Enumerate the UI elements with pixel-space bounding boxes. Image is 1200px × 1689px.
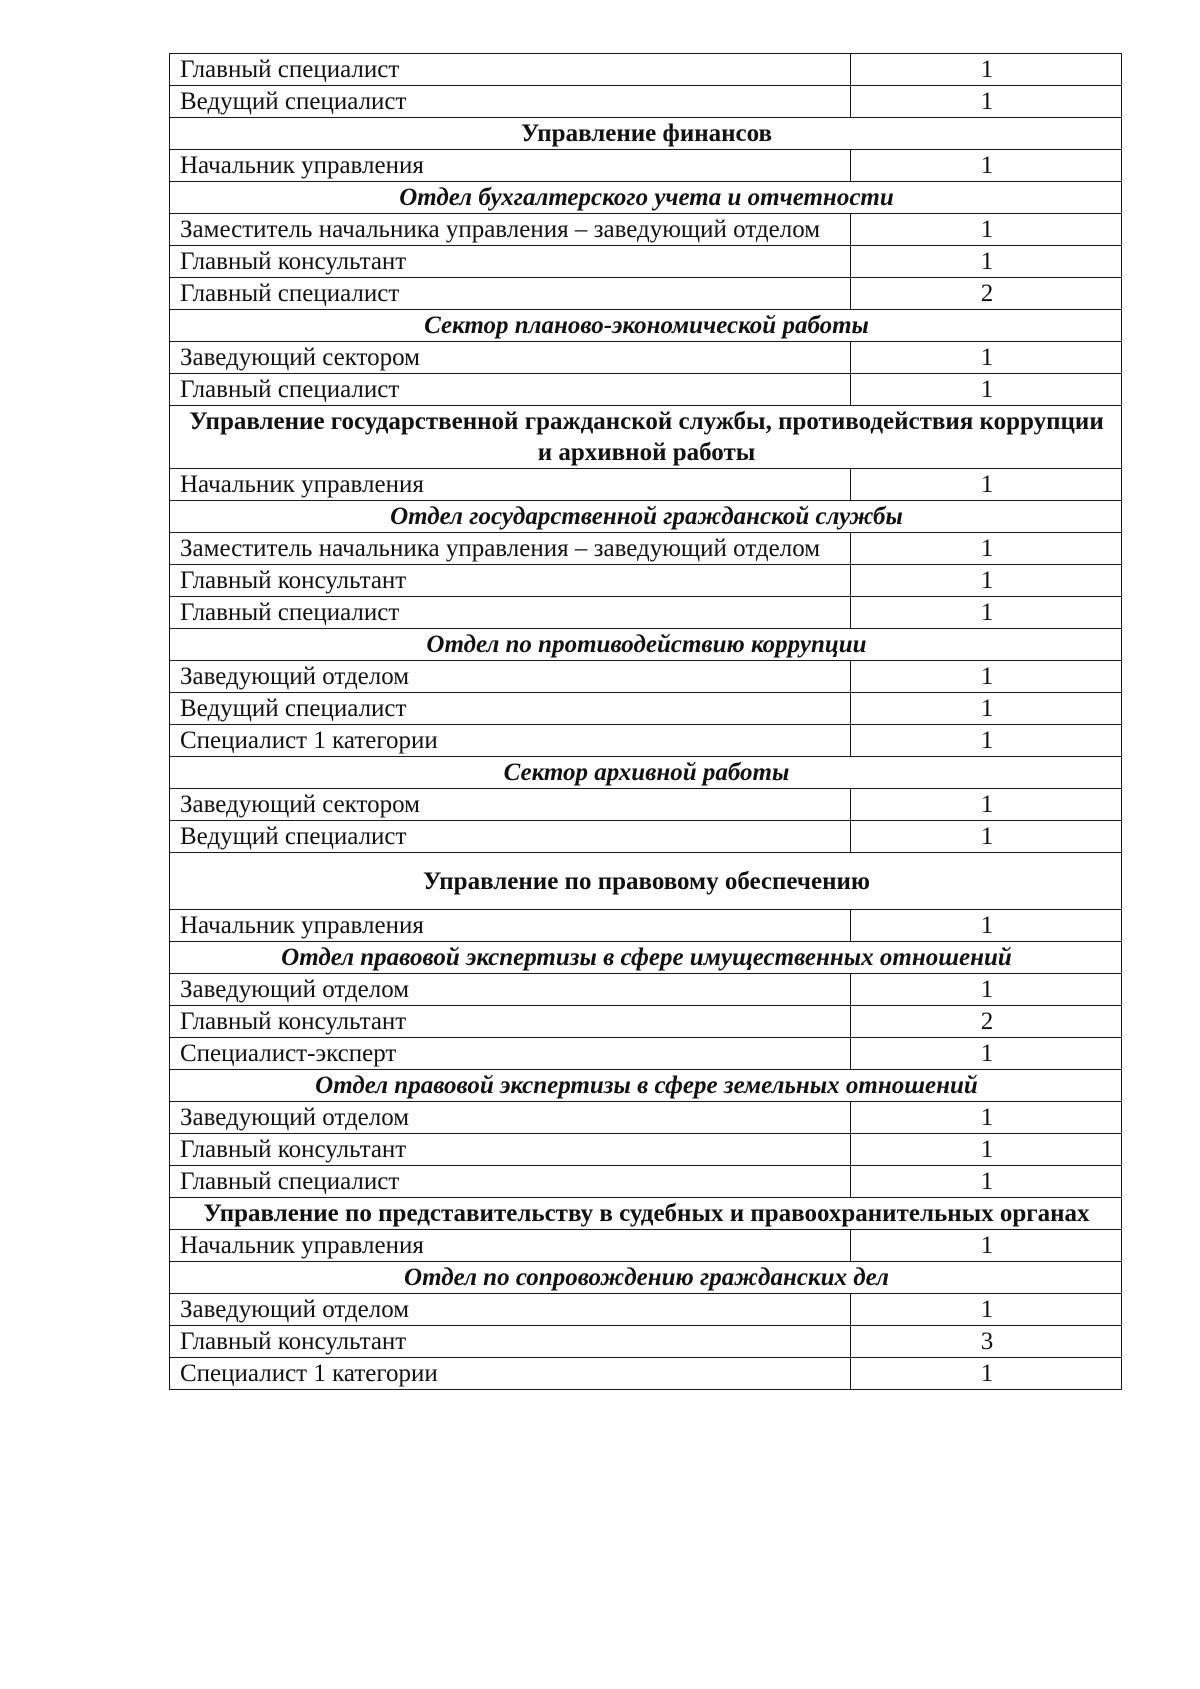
position-cell: Начальник управления	[170, 150, 851, 182]
count-cell: 1	[851, 1230, 1122, 1262]
position-cell: Начальник управления	[170, 910, 851, 942]
position-cell: Главный специалист	[170, 1166, 851, 1198]
count-cell: 2	[851, 1006, 1122, 1038]
staff-table	[169, 53, 1122, 1390]
count-cell: 1	[851, 725, 1122, 757]
count-cell: 1	[851, 974, 1122, 1006]
table-row	[170, 214, 1122, 246]
table-row	[170, 565, 1122, 597]
table-row	[170, 1038, 1122, 1070]
count-cell: 1	[851, 693, 1122, 725]
count-cell: 1	[851, 661, 1122, 693]
subsection-header-row	[170, 757, 1122, 789]
table-row	[170, 789, 1122, 821]
table-row	[170, 469, 1122, 501]
subsection-title: Сектор архивной работы	[170, 757, 1122, 789]
position-cell: Ведущий специалист	[170, 693, 851, 725]
table-row	[170, 86, 1122, 118]
subsection-title: Отдел бухгалтерского учета и отчетности	[170, 182, 1122, 214]
table-row	[170, 1358, 1122, 1390]
count-cell: 1	[851, 342, 1122, 374]
count-cell: 1	[851, 910, 1122, 942]
position-cell: Главный консультант	[170, 246, 851, 278]
count-cell: 1	[851, 789, 1122, 821]
position-cell: Главный консультант	[170, 1326, 851, 1358]
section-title: Управление по представительству в судебных и правоохранительных органах	[170, 1198, 1122, 1230]
subsection-title: Отдел государственной гражданской службы	[170, 501, 1122, 533]
table-row	[170, 374, 1122, 406]
table-row	[170, 725, 1122, 757]
position-cell: Заместитель начальника управления – заведующий отделом	[170, 533, 851, 565]
section-header-row	[170, 853, 1122, 910]
position-cell: Начальник управления	[170, 469, 851, 501]
table-row	[170, 342, 1122, 374]
count-cell: 1	[851, 54, 1122, 86]
count-cell: 1	[851, 246, 1122, 278]
position-cell: Главный специалист	[170, 374, 851, 406]
count-cell: 2	[851, 278, 1122, 310]
count-cell: 1	[851, 1102, 1122, 1134]
table-row	[170, 150, 1122, 182]
count-cell: 1	[851, 1038, 1122, 1070]
count-cell: 1	[851, 86, 1122, 118]
subsection-header-row	[170, 1070, 1122, 1102]
subsection-header-row	[170, 310, 1122, 342]
table-row	[170, 246, 1122, 278]
subsection-header-row	[170, 182, 1122, 214]
position-cell: Начальник управления	[170, 1230, 851, 1262]
count-cell: 1	[851, 1358, 1122, 1390]
count-cell: 1	[851, 214, 1122, 246]
position-cell: Заведующий отделом	[170, 974, 851, 1006]
count-cell: 1	[851, 565, 1122, 597]
subsection-title: Сектор планово-экономической работы	[170, 310, 1122, 342]
count-cell: 1	[851, 1134, 1122, 1166]
count-cell: 1	[851, 374, 1122, 406]
table-row	[170, 693, 1122, 725]
table-row	[170, 54, 1122, 86]
count-cell: 1	[851, 597, 1122, 629]
position-cell: Главный специалист	[170, 597, 851, 629]
position-cell: Заведующий отделом	[170, 661, 851, 693]
position-cell: Заведующий сектором	[170, 342, 851, 374]
subsection-title: Отдел по сопровождению гражданских дел	[170, 1262, 1122, 1294]
table-row	[170, 533, 1122, 565]
subsection-header-row	[170, 629, 1122, 661]
table-row	[170, 1134, 1122, 1166]
position-cell: Специалист-эксперт	[170, 1038, 851, 1070]
position-cell: Главный специалист	[170, 278, 851, 310]
section-header-row	[170, 118, 1122, 150]
position-cell: Специалист 1 категории	[170, 725, 851, 757]
table-row	[170, 1166, 1122, 1198]
section-title: Управление по правовому обеспечению	[170, 853, 1122, 910]
position-cell: Ведущий специалист	[170, 86, 851, 118]
count-cell: 1	[851, 821, 1122, 853]
position-cell: Главный специалист	[170, 54, 851, 86]
table-row	[170, 1006, 1122, 1038]
position-cell: Заведующий отделом	[170, 1294, 851, 1326]
position-cell: Заместитель начальника управления – заведующий отделом	[170, 214, 851, 246]
position-cell: Главный консультант	[170, 1134, 851, 1166]
table-row	[170, 1294, 1122, 1326]
section-header-row	[170, 1198, 1122, 1230]
count-cell: 1	[851, 1294, 1122, 1326]
count-cell: 3	[851, 1326, 1122, 1358]
table-row	[170, 661, 1122, 693]
table-row	[170, 597, 1122, 629]
subsection-title: Отдел по противодействию коррупции	[170, 629, 1122, 661]
subsection-title: Отдел правовой экспертизы в сфере земельных отношений	[170, 1070, 1122, 1102]
position-cell: Заведующий сектором	[170, 789, 851, 821]
table-row	[170, 910, 1122, 942]
count-cell: 1	[851, 150, 1122, 182]
table-row	[170, 1102, 1122, 1134]
staff-schedule-document	[169, 53, 1121, 1390]
section-title: Управление государственной гражданской службы, противодействия коррупции и архивной работы	[170, 406, 1122, 469]
section-header-row	[170, 406, 1122, 469]
table-row	[170, 974, 1122, 1006]
position-cell: Ведущий специалист	[170, 821, 851, 853]
section-title: Управление финансов	[170, 118, 1122, 150]
count-cell: 1	[851, 1166, 1122, 1198]
count-cell: 1	[851, 469, 1122, 501]
table-row	[170, 821, 1122, 853]
table-row	[170, 1230, 1122, 1262]
subsection-header-row	[170, 1262, 1122, 1294]
position-cell: Главный консультант	[170, 565, 851, 597]
count-cell: 1	[851, 533, 1122, 565]
position-cell: Специалист 1 категории	[170, 1358, 851, 1390]
position-cell: Заведующий отделом	[170, 1102, 851, 1134]
position-cell: Главный консультант	[170, 1006, 851, 1038]
table-row	[170, 278, 1122, 310]
subsection-header-row	[170, 501, 1122, 533]
subsection-header-row	[170, 942, 1122, 974]
subsection-title: Отдел правовой экспертизы в сфере имущественных отношений	[170, 942, 1122, 974]
table-row	[170, 1326, 1122, 1358]
